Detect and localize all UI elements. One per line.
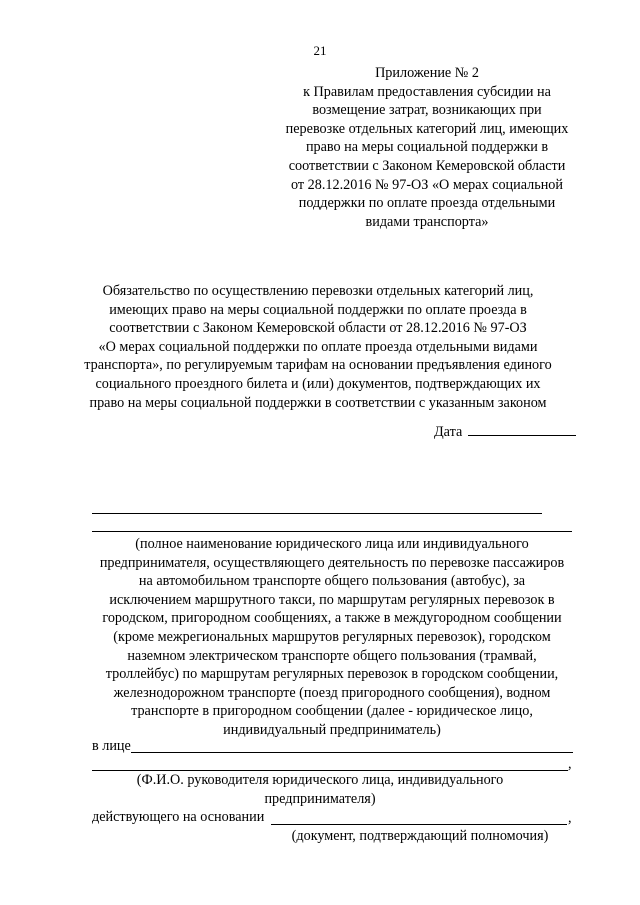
title-line: соответствии с Законом Кемеровской области от 28.12.2016 № 97-ОЗ [109,320,527,337]
representative-comma: , [568,756,572,772]
date-blank-line[interactable] [468,423,576,436]
org-name-blank-line-1[interactable] [92,513,542,514]
basis-blank-line[interactable] [271,824,567,825]
appendix-line: право на меры социальной поддержки в [305,139,549,156]
caption-line: предпринимателя) [264,790,376,807]
caption-line: исключением маршрутного такси, по маршрутам регулярных перевозок в [109,591,555,608]
caption-line: на автомобильном транспорте общего пользования (автобус), за [138,573,526,590]
caption-line: железнодорожном транспорте (поезд пригородного сообщения), водном [113,684,551,701]
caption-line: индивидуальный предприниматель) [223,721,441,738]
org-name-blank-line-2[interactable] [92,531,572,532]
title-line: право на меры социальной поддержки в соответствии с указанным законом [89,394,547,411]
title-line: имеющих право на меры социальной поддержки по оплате проезда в [109,301,527,318]
authority-document-caption: (документ, подтверждающий полномочия) [291,828,549,844]
caption-line: городском, пригородном сообщениях, а также в междугородном сообщении [102,610,562,627]
caption-line: (Ф.И.О. руководителя юридического лица, индивидуального [136,772,504,788]
caption-line: троллейбус) по маршрутам регулярных перевозок в городском сообщении, [105,666,559,683]
appendix-line: поддержки по оплате проезда отдельными [298,195,556,212]
in-person-blank-line[interactable] [131,752,573,753]
title-line: социального проездного билета и (или) документов, подтверждающих их [95,375,541,392]
caption-line: (кроме межрегиональных маршрутов регулярных перевозок), городском [113,628,551,645]
in-person-label: в лице [92,738,131,754]
basis-comma: , [568,810,572,826]
representative-caption [100,771,540,808]
title-line: Обязательство по осуществлению перевозки отдельных категорий лиц, [102,283,534,299]
date-label: Дата [434,424,463,440]
appendix-line: видами транспорта» [365,213,489,230]
title-line: «О мерах социальной поддержки по оплате проезда отдельными видами [98,338,538,355]
basis-label: действующего на основании [92,809,265,825]
page-number: 21 [313,43,327,58]
document-title [78,282,558,412]
caption-line: транспорте в пригородном сообщении (далее - юридическое лицо, [131,703,533,720]
caption-line: предпринимателя, осуществляющего деятельность по перевозке пассажиров [99,554,565,571]
appendix-line: к Правилам предоставления субсидии на [303,83,551,100]
org-name-caption [84,535,580,740]
appendix-header [268,64,586,231]
title-line: транспорта», по регулируемым тарифам на основании предъявления единого [84,357,552,374]
appendix-line: соответствии с Законом Кемеровской области [288,157,566,174]
appendix-line: от 28.12.2016 № 97-ОЗ «О мерах социальной [291,176,563,193]
appendix-line: Приложение № 2 [375,65,479,81]
date-field [434,423,576,442]
appendix-line: возмещение затрат, возникающих при [312,102,542,119]
appendix-line: перевозке отдельных категорий лиц, имеющих [285,120,569,137]
caption-line: (полное наименование юридического лица или индивидуального [135,536,529,552]
caption-line: наземном электрическом транспорте общего пользования (трамвай, [127,647,537,664]
